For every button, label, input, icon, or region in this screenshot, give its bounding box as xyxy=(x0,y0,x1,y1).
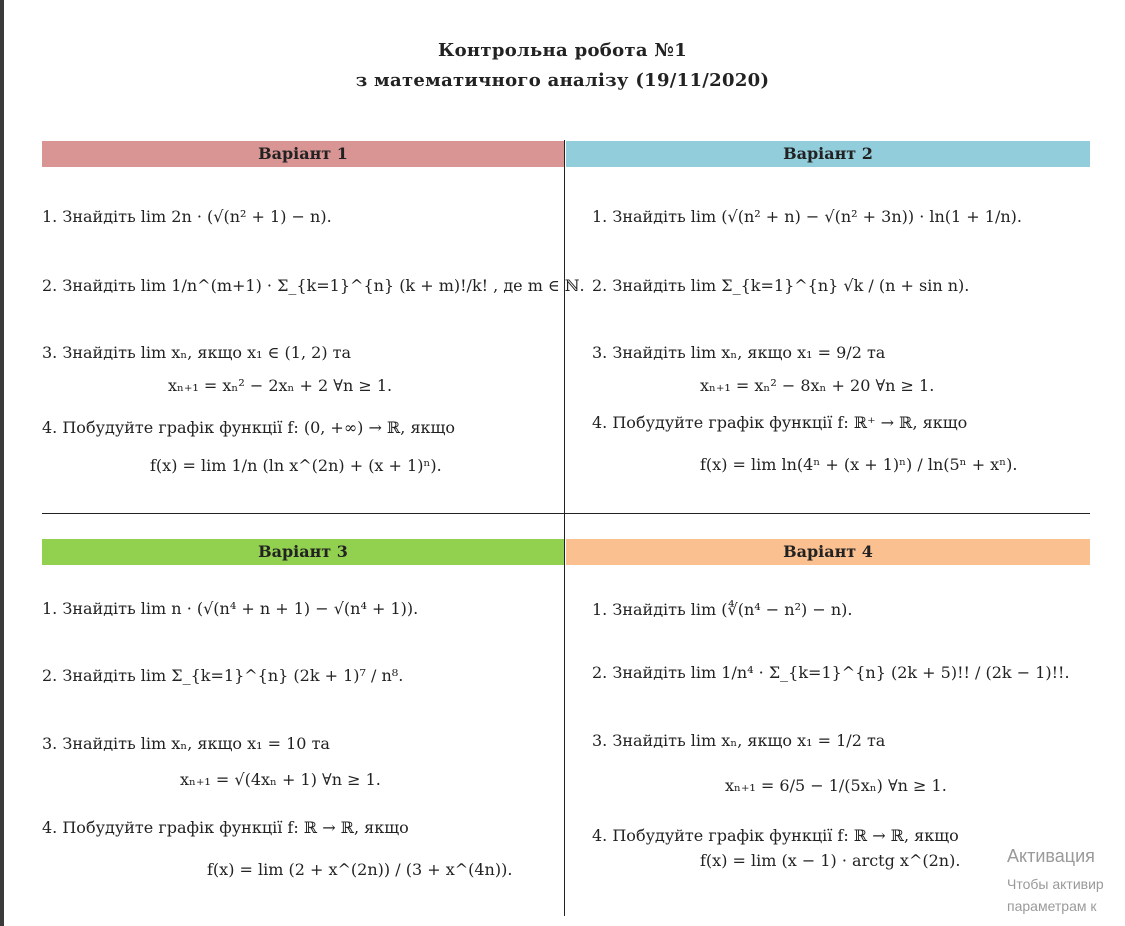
variant-3-header: Варіант 3 xyxy=(42,539,564,565)
variant-4-task-4-formula: f(x) = lim (x − 1) · arctg x^(2n). xyxy=(700,851,961,870)
variant-2-task-1: 1. Знайдіть lim (√(n² + n) − √(n² + 3n)) · ln(1 + 1/n). xyxy=(592,207,1022,226)
variant-1-task-3-recurrence: xₙ₊₁ = xₙ² − 2xₙ + 2 ∀n ≥ 1. xyxy=(168,376,393,395)
variant-1-task-2: 2. Знайдіть lim 1/n^(m+1) · Σ_{k=1}^{n} (k + m)!/k! , де m ∈ ℕ. xyxy=(42,276,585,295)
variant-3-task-3-recurrence: xₙ₊₁ = √(4xₙ + 1) ∀n ≥ 1. xyxy=(180,770,381,789)
windows-activation-watermark-line: Чтобы активир xyxy=(1007,876,1104,892)
variant-4-task-3-recurrence: xₙ₊₁ = 6/5 − 1/(5xₙ) ∀n ≥ 1. xyxy=(725,776,947,795)
variant-3-task-1: 1. Знайдіть lim n · (√(n⁴ + n + 1) − √(n⁴ + 1)). xyxy=(42,599,419,618)
variant-4-task-1: 1. Знайдіть lim (∜(n⁴ − n²) − n). xyxy=(592,600,853,619)
variant-1-task-4-formula: f(x) = lim 1/n (ln x^(2n) + (x + 1)ⁿ). xyxy=(150,456,442,475)
variant-3-task-3: 3. Знайдіть lim xₙ, якщо x₁ = 10 та xyxy=(42,734,330,753)
document-subtitle: з математичного аналізу (19/11/2020) xyxy=(355,70,770,91)
windows-activation-watermark-line: параметрам к xyxy=(1007,898,1097,914)
variant-2-task-3: 3. Знайдіть lim xₙ, якщо x₁ = 9/2 та xyxy=(592,343,886,362)
variant-1-header: Варіант 1 xyxy=(42,141,564,167)
grid-vertical-divider xyxy=(564,140,565,916)
document-title: Контрольна робота №1 xyxy=(437,40,688,61)
variant-3-task-4-formula: f(x) = lim (2 + x^(2n)) / (3 + x^(4n)). xyxy=(207,860,513,879)
grid-horizontal-divider xyxy=(42,513,1090,514)
variant-4-task-3: 3. Знайдіть lim xₙ, якщо x₁ = 1/2 та xyxy=(592,731,886,750)
variant-4-header: Варіант 4 xyxy=(566,539,1090,565)
window-left-edge xyxy=(0,0,4,926)
variant-4-task-2: 2. Знайдіть lim 1/n⁴ · Σ_{k=1}^{n} (2k + 5)!! / (2k − 1)!!. xyxy=(592,663,1070,682)
variant-3-task-4: 4. Побудуйте графік функції f: ℝ → ℝ, якщо xyxy=(42,818,409,837)
variant-2-task-4-formula: f(x) = lim ln(4ⁿ + (x + 1)ⁿ) / ln(5ⁿ + xⁿ). xyxy=(700,455,1018,474)
variant-2-task-2: 2. Знайдіть lim Σ_{k=1}^{n} √k / (n + sin n). xyxy=(592,276,970,295)
variant-2-task-4: 4. Побудуйте графік функції f: ℝ⁺ → ℝ, якщо xyxy=(592,413,968,432)
variant-4-task-4: 4. Побудуйте графік функції f: ℝ → ℝ, якщо xyxy=(592,826,959,845)
variant-1-task-3: 3. Знайдіть lim xₙ, якщо x₁ ∈ (1, 2) та xyxy=(42,343,352,362)
variant-1-task-1: 1. Знайдіть lim 2n · (√(n² + 1) − n). xyxy=(42,207,332,226)
windows-activation-watermark-title: Активация xyxy=(1007,846,1095,866)
variant-2-header: Варіант 2 xyxy=(566,141,1090,167)
variant-3-task-2: 2. Знайдіть lim Σ_{k=1}^{n} (2k + 1)⁷ / n⁸. xyxy=(42,666,404,685)
variant-2-task-3-recurrence: xₙ₊₁ = xₙ² − 8xₙ + 20 ∀n ≥ 1. xyxy=(700,376,935,395)
variant-1-task-4: 4. Побудуйте графік функції f: (0, +∞) → ℝ, якщо xyxy=(42,418,456,437)
